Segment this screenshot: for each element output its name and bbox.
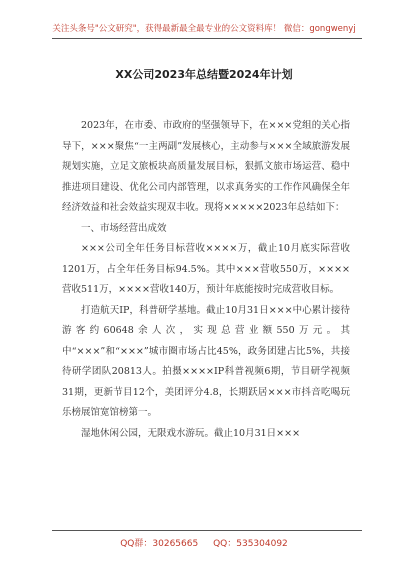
qq-group-text: QQ群：30265665 [120,539,199,549]
qq-number-text: QQ：535304092 [213,539,288,549]
header-banner: 关注头条号"公文研究"，获得最新最全最专业的公文资料库！ 微信：gongwenyj [52,24,356,34]
header-divider [52,38,362,39]
paragraph-wetland: 湿地休闲公园，无限戏水游玩。截止10月31日××× [81,427,301,439]
paragraph-ip-base: 打造航天IP，科普研学基地。截止10月31日×××中心累计接待游客约60648余人次，实现总营业额550万元。其中“×××”和“×××”城市圈市场占比45%，政务团建占比5%，共接待研学团队20813人。拍摄××××IP科普视频6期，节目研学视频31期，更新节目12个，美团评分4.8，长期跃居×××市抖音吃喝玩乐榜展馆宽馆榜第一。 [62,304,350,418]
paragraph-intro: 2023年，在市委、市政府的坚强领导下，在×××党组的关心指导下，×××聚焦“一主两副”发展核心，主动参与×××全域旅游发展规划实施，立足文旅板块高质量发展目标，狠抓文旅市场运营、稳中推进项目建设、优化公司内部管理，以求真务实的工作作风确保全年经济效益和社会效益实现双丰收。现将×××××2023年总结如下： [62,120,350,213]
document-title: XX公司2023年总结暨2024年计划 [115,68,293,81]
paragraph-revenue: ×××公司全年任务目标营收××××万，截止10月底实际营收1201万，占全年任务目标94.5%。其中×××营收550万，××××营收511万，××××营收140万，预计年底能按时完成营收目标。 [62,243,350,295]
footer-divider [52,530,362,531]
footer-contact [0,536,408,549]
section-heading: 一、市场经营出成效 [81,222,167,234]
document-body [62,116,350,444]
